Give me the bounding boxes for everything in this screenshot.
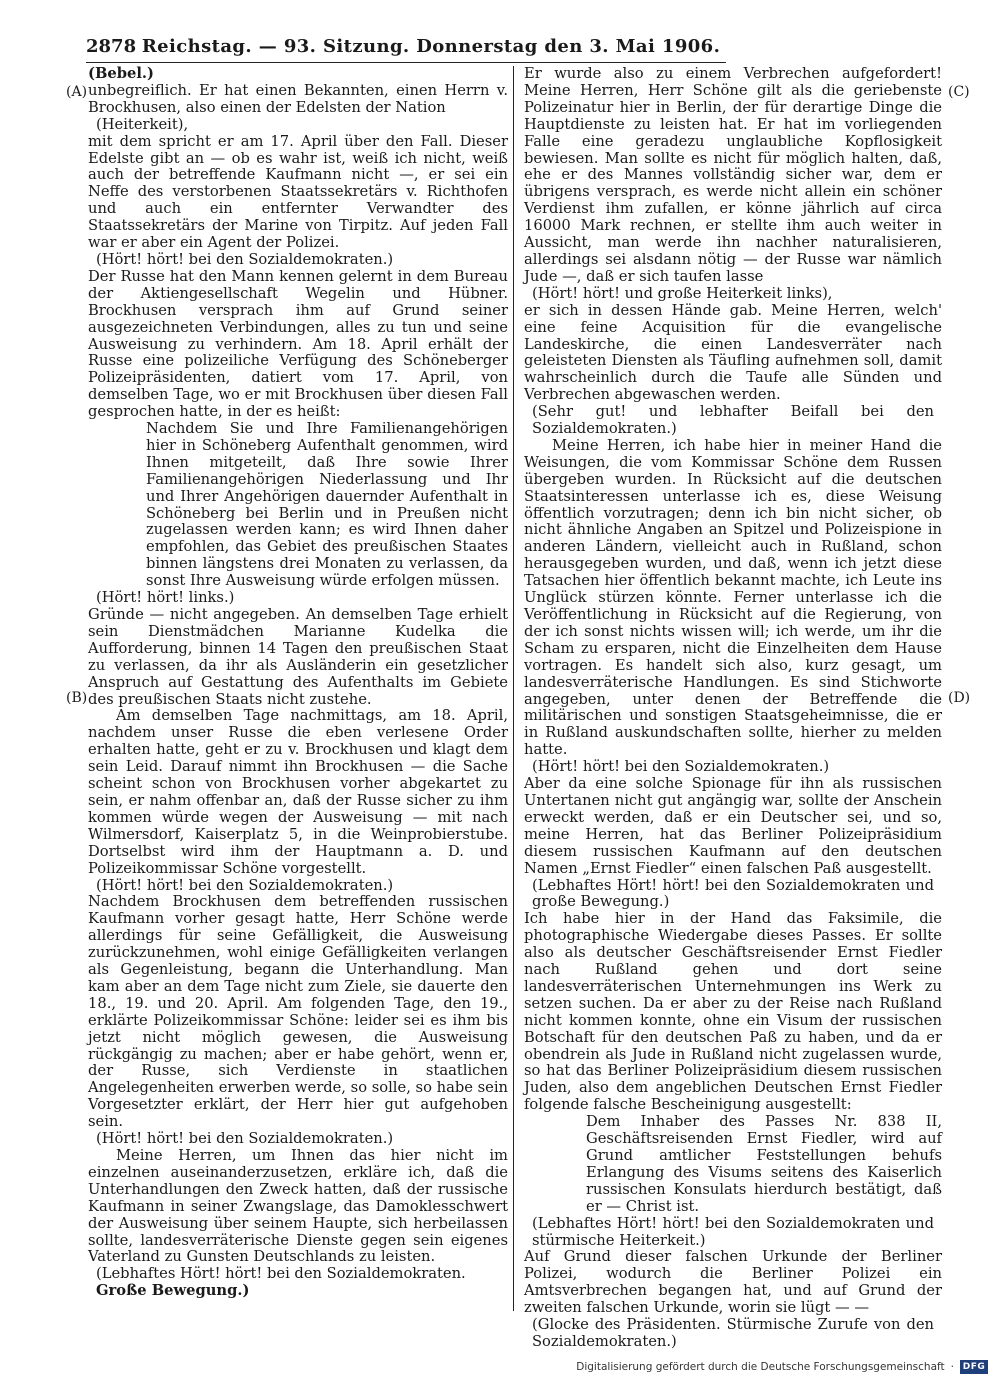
dfg-logo-icon: DFG <box>960 1360 988 1374</box>
header-rule <box>86 62 726 63</box>
column-divider <box>513 66 514 1311</box>
page-header <box>86 36 726 62</box>
interjection: (Hört! hört! bei den Sozialdemokraten.) <box>96 876 394 894</box>
paragraph: Der Russe hat den Mann kennen gelernt in dem Bureau der Aktiengesellschaft Wegelin und Hübner. Brockhusen versprach ihm auf Grund seiner ausgezeichneten Verbindungen, alles zu tun und seine Ausweisung zu verhindern. Am 18. April erhält der Russe eine polizeiliche Verfügung des Schöneberger Polizeipräsidenten, datiert vom 17. April, von demselben Tage, wo er mit Brockhusen über diesen Fall gesprochen hatte, in der es heißt: <box>88 267 508 421</box>
left-column <box>88 66 508 1306</box>
paragraph: Gründe — nicht angegeben. An demselben Tage erhielt sein Dienstmädchen Marianne Kudelka die Aufforderung, binnen 14 Tagen den preußischen Staat zu verlassen, da ihr als Ausländerin ein gesetzlicher Anspruch auf Gestattung des Aufenthalts im Gebiete des preußischen Staats nicht zustehe. <box>88 606 508 708</box>
speaker-name: (Bebel.) <box>88 65 154 82</box>
credit-text: Digitalisierung gefördert durch die Deutsche Forschungsgemeinschaft <box>576 1361 945 1373</box>
margin-marker-a: (A) <box>66 84 88 100</box>
paragraph: mit dem spricht er am 17. April über den Fall. Dieser Edelste gibt an — ob es wahr ist, weiß ich nicht, weiß auch der betreffende Kaufmann nicht —, er sei ein Neffe des verstorbenen Staatssekretärs v. Richthofen und auch ein entfernter Verwandter des Staatssekretärs der Marine von Tirpitz. Auf jeden Fall war er aber ein Agent der Polizei. <box>88 132 508 252</box>
margin-marker-b: (B) <box>66 690 88 706</box>
credit-separator: · <box>950 1361 954 1373</box>
quoted-certificate: Dem Inhaber des Passes Nr. 838 II, Geschäftsreisenden Ernst Fiedler, wird auf Grund amtlicher Feststellungen behufs Erlangung des Visums seitens des Kaiserlich russischen Konsulats hierdurch bestätigt, daß er — Christ ist. <box>586 1113 942 1215</box>
interjection: (Lebhaftes Hört! hört! bei den Sozialdemokraten und stürmische Heiterkeit.) <box>532 1214 934 1249</box>
interjection: (Sehr gut! und lebhafter Beifall bei den Sozialdemokraten.) <box>532 403 934 438</box>
paragraph: Am demselben Tage nachmittags, am 18. April, nachdem unser Russe die eben verlesene Order erhalten hatte, geht er zu v. Brockhusen und klagt dem sein Leid. Darauf nimmt ihn Brockhusen — die Sache scheint schon von Brockhusen vorher abgekartet zu sein, er nahm offenbar an, daß der Russe sicher zu ihm kommen würde wegen der Ausweisung — mit nach Wilmersdorf, Kaiserplatz 5, in die Weinprobierstube. Dortselbst wird ihm der Hauptmann a. D. und Polizeikommissar Schöne vorgestellt. <box>88 707 508 877</box>
interjection: (Hört! hört! bei den Sozialdemokraten.) <box>96 1130 394 1148</box>
interjection: (Hört! hört! bei den Sozialdemokraten.) <box>96 250 394 268</box>
paragraph: Aber da eine solche Spionage für ihn als russischen Untertanen nicht gut angängig war, sollte der Anschein erweckt werden, daß er ein Deutscher sei, und so, meine Herren, hat das Berliner Polizeipräsidium diesem russischen Kaufmann auf den deutschen Namen „Ernst Fiedler“ einen falschen Paß ausgestellt. <box>524 775 942 877</box>
interjection: (Hört! hört! und große Heiterkeit links), <box>532 284 833 302</box>
paragraph: Auf Grund dieser falschen Urkunde der Berliner Polizei, wodurch die Berliner Polizei ein Amtsverbrechen begangen hat, und auf Grund der zweiten falschen Urkunde, worin sie lügt — — <box>524 1248 942 1317</box>
margin-marker-c: (C) <box>948 84 970 100</box>
quoted-decree: Nachdem Sie und Ihre Familienangehörigen hier in Schöneberg Aufenthalt genommen, wird Ihnen mitgeteilt, daß Ihre sowie Ihrer Familienangehörigen Niederlassung und Ihr und Ihrer Angehörigen dauernder Aufenthalt in Schöneberg bei Berlin und in Preußen nicht zugelassen werden kann; es wird Ihnen daher empfohlen, das Gebiet des preußischen Staates binnen längstens drei Monaten zu verlassen, da sonst Ihre Ausweisung würde erfolgen müssen. <box>146 420 508 590</box>
paragraph: unbegreiflich. Er hat einen Bekannten, einen Herrn v. Brockhusen, also einen der Edelsten der Nation <box>88 81 508 116</box>
interjection: Große Bewegung.) <box>96 1282 250 1300</box>
running-head: Reichstag. — 93. Sitzung. Donnerstag den 3. Mai 1906. <box>141 36 721 57</box>
paragraph: er sich in dessen Hände gab. Meine Herren, welch' eine feine Acquisition für die evangelische Landeskirche, die einen Landesverräter nach geleisteten Diensten als Täufling aufnehmen soll, damit wahrscheinlich durch die Taufe alle Sünden und Verbrechen abgewaschen werden. <box>524 301 942 404</box>
paragraph: Er wurde also zu einem Verbrechen aufgefordert! Meine Herren, Herr Schöne gilt als die geriebenste Polizeinatur hier in Berlin, der für derartige Dinge die Hauptdienste zu leisten hat. Er hat im vorliegenden Falle eine geradezu unglaubliche Kopflosigkeit bewiesen. Man sollte es nicht für möglich halten, daß, ehe er des Mannes vollständig sicher war, dem er übrigens versprach, es werde nicht allein ein schöner Verdienst ihm zufallen, er könne jährlich auf circa 16000 Mark rechnen, er stellte ihm auch weiter in Aussicht, man werde ihn nachher naturalisieren, allerdings sei alsdann nötig — der Russe war nämlich Jude —, daß er sich taufen lasse <box>524 65 942 285</box>
interjection: (Hört! hört! bei den Sozialdemokraten.) <box>532 758 830 776</box>
paragraph: Nachdem Brockhusen dem betreffenden russischen Kaufmann vorher gesagt hatte, Herr Schöne werde allerdings für seine Gefälligkeit, die Ausweisung zurückzunehmen, wohl einige Gefälligkeiten verlangen als Gegenleistung, begann die Unterhandlung. Man kam aber an dem Tage nicht zum Ziele, sie dauerte den 18., 19. und 20. April. Am folgenden Tage, den 19., erklärte Polizeikommissar Schöne: leider sei es ihm bis jetzt nicht möglich gewesen, die Ausweisung rückgängig zu machen; aber er habe gehört, wenn er, der Russe, sich Verdienste in staatlichen Angelegenheiten erwerben werde, so solle, so habe sein Vorgesetzter erklärt, der Herr hier gut aufgehoben sein. <box>88 893 508 1131</box>
interjection: (Hört! hört! links.) <box>96 589 235 607</box>
interjection: (Heiterkeit), <box>96 115 189 133</box>
paragraph: Ich habe hier in der Hand das Faksimile, die photographische Wiedergabe dieses Passes. Er sollte also als deutscher Geschäftsreisender Ernst Fiedler nach Rußland gehen und dort seine landesverräterischen Unternehmungen ins Werk zu setzen suchen. Da er aber zu der Reise nach Rußland nicht kommen konnte, ohne ein Visum der russischen Botschaft für den deutschen Paß zu haben, und da er obendrein als Jude in Rußland nicht zugelassen wurde, so hat das Berliner Polizeipräsidium diesem russischen Juden, also dem angeblichen Deutschen Ernst Fiedler folgende falsche Bescheinigung ausgestellt: <box>524 910 942 1114</box>
margin-marker-d: (D) <box>948 690 971 706</box>
digitization-credit <box>548 1357 988 1377</box>
interjection: (Lebhaftes Hört! hört! bei den Sozialdemokraten. <box>96 1265 466 1283</box>
paragraph: Meine Herren, um Ihnen das hier nicht im einzelnen auseinanderzusetzen, erkläre ich, daß die Unterhandlungen den Zweck hatten, daß der russische Kaufmann in seiner Zwangslage, das Damoklesschwert der Ausweisung über seinem Haupte, sich herbeilassen sollte, landesverräterische Dienste gegen sein eigenes Vaterland zu Gunsten Deutschlands zu leisten. <box>88 1147 508 1266</box>
interjection: (Glocke des Präsidenten. Stürmische Zurufe von den Sozialdemokraten.) <box>532 1316 934 1350</box>
paragraph: Meine Herren, ich habe hier in meiner Hand die Weisungen, die vom Kommissar Schöne dem Russen übergeben wurden. In Rücksicht auf die deutschen Staatsinteressen unterlasse ich es, diese Weisung öffentlich vorzutragen; denn ich bin nicht sicher, ob nicht ähnliche Angaben an Spitzel und Polizeispione in anderen Ländern, vielleicht auch in Rußland, schon herausgegeben wurden, und daß, wenn ich jetzt diese Tatsachen hier öffentlich bekannt machte, ich Leute ins Unglück stürzen könnte. Ferner unterlasse ich die Veröffentlichung in Rücksicht auf die Regierung, von der ich sonst nichts wissen will; ich werde, um ihr die Scham zu ersparen, nicht die Einzelheiten dem Hause vortragen. Es handelt sich also, kurz gesagt, um landesverräterische Handlungen. Es sind Stichworte angegeben, unter denen der Betreffende die militärischen und sonstigen Staatsgeheimnisse, die er in Rußland auskundschaften sollte, hierher zu melden hatte. <box>524 436 942 759</box>
right-column <box>524 65 942 1350</box>
page-number: 2878 <box>86 36 137 57</box>
interjection: (Lebhaftes Hört! hört! bei den Sozialdemokraten und große Bewegung.) <box>532 876 934 911</box>
